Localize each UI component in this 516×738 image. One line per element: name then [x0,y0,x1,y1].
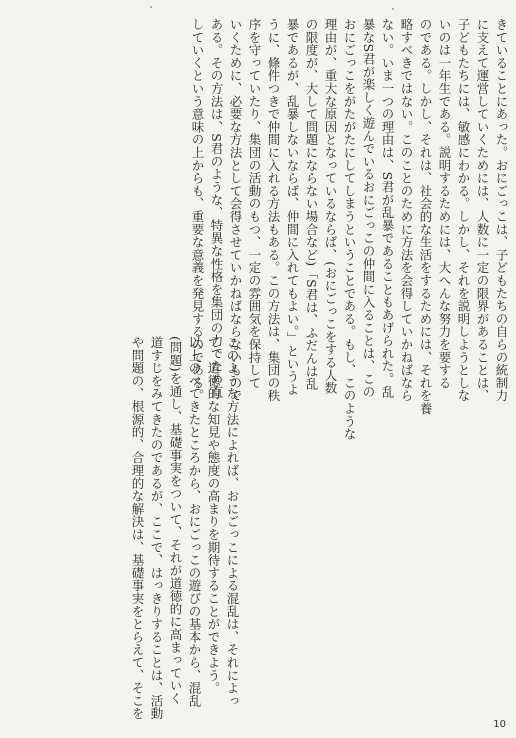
text-column: うに、條件つきで仲間に入れる方法もある。この方法は、集団の秩 [266,18,281,402]
text-column: 以上のべてきたところから、おにごっこの遊びの基本から、混乱 [187,336,202,708]
text-column: の限度が、大して問題にならない場合など)「S君は、ふだんは乱 [304,18,319,391]
text-column: 略すべきではない。このことのために方法を会得していかねばなら [399,18,414,402]
text-column: していくという意味の上からも、重要な意義を発見するのである。 [190,18,205,402]
scan-speck [392,8,394,10]
text-column: て、道徳的な知見や態度の高まりを期待することができよう。 [206,336,221,695]
text-column: いのは一年生である。説明するためには、大へんな努力を要する [437,18,452,390]
text-column: 子どもたちには、敏感にわかる。しかし、それを説明しようとしな [456,18,471,402]
vertical-text-block-left [20,336,242,720]
text-column: きていることにあった。おにごっこは、子どもたちの自らの統制力 [494,18,509,402]
text-column: 道すじをみてきたのであるが、ここで、はっきりすることは、活動 [149,336,164,720]
text-column: 暴なS君が楽しく遊んでいるおにごっこの仲間に入ることは、この [361,18,376,399]
text-column: おにごっこをがたがたにしてしまうということである。もし、このような [342,18,357,441]
text-column: (問題)を通し、基礎事実をついて、それが道徳的に高まっていく [168,336,183,705]
text-column: このような方法によれば、おにごっこによる混乱は、それによっ [225,336,240,708]
scan-speck [150,6,152,8]
text-column: ない。いま一つの理由は、S君が乱暴であることもあげられた。乱 [380,18,395,399]
text-column: のである。しかし、それは、社会的な生活をするためには、それを養 [418,18,433,415]
text-column: 理由が、重大な原因となっているならば、(おにごっこをする人数 [323,18,338,395]
text-column: に支えて運営していくためには、人数に一定の限界があることは、 [475,18,490,402]
text-column: 序を守っていたり、集団の活動のもつ、一定の雰囲気を保持して [247,18,262,390]
page-number: 10 [493,719,506,730]
text-column: ある。その方法は、S君のような、特異な性格を集団の力でため直 [209,18,224,399]
text-column: や問題の、根源的、合理的な解決は、基礎事実をとらえて、そこを [130,336,145,720]
text-column: いくために、必要な方法として会得させていかねばならないもので [228,18,243,402]
text-column: 暴であるが、乱暴しないならば、仲間に入れてもよい。」というよ [285,18,300,396]
